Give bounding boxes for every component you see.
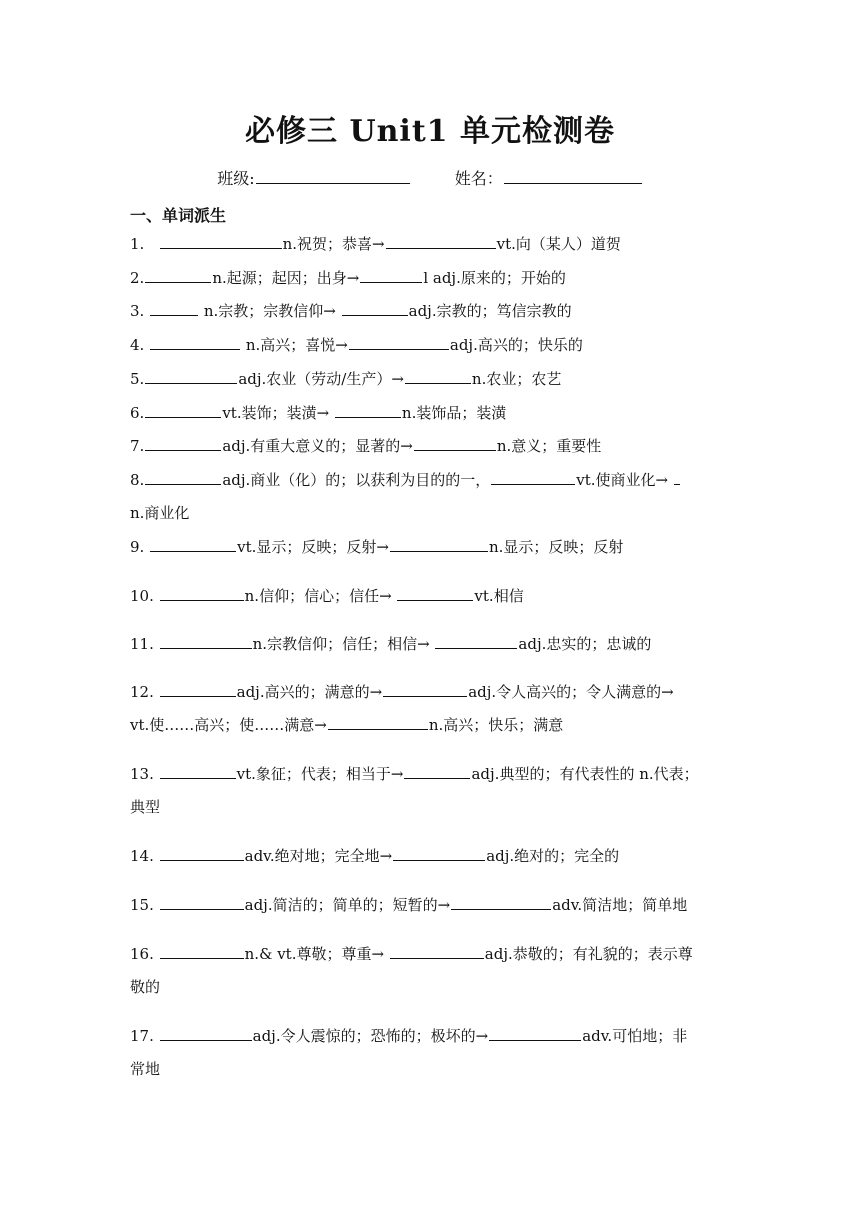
answer-blank[interactable] xyxy=(349,334,449,350)
list-item: 12. adj.高兴的；满意的→ adj.令人高兴的；令人满意的→ vt.使……高兴；使……满意→ n.高兴；快乐；满意 xyxy=(130,683,674,734)
answer-blank[interactable] xyxy=(397,585,473,601)
answer-blank[interactable] xyxy=(489,1025,581,1041)
answer-blank[interactable] xyxy=(160,763,236,779)
list-item: 9. vt.显示；反映；反射→ n.显示；反映；反射 xyxy=(130,538,624,556)
list-item: 16. n.& vt.尊敬；尊重→ adj.恭敬的；有礼貌的；表示尊 敬的 xyxy=(130,945,693,996)
answer-blank[interactable] xyxy=(160,894,244,910)
answer-blank[interactable] xyxy=(451,894,551,910)
answer-blank[interactable] xyxy=(145,267,211,283)
list-item: 10. n.信仰；信心；信任→ vt.相信 xyxy=(130,587,524,605)
name-label: 姓名： xyxy=(454,169,503,188)
list-item: 13. vt.象征；代表；相当于→ adj.典型的；有代表性的 n.代表； 典型 xyxy=(130,765,699,816)
answer-blank[interactable] xyxy=(150,334,240,350)
list-item: 4. n.高兴；喜悦→ adj.高兴的；快乐的 xyxy=(130,336,583,354)
list-item: 15. adj.简洁的；简单的；短暂的→ adv.简洁地；简单地 xyxy=(130,896,688,914)
answer-blank[interactable] xyxy=(390,536,488,552)
list-item: 1. n.祝贺；恭喜→ vt.向（某人）道贺 xyxy=(130,235,621,253)
answer-blank[interactable] xyxy=(674,469,680,485)
page-title: 必修三 Unit1 单元检测卷 xyxy=(245,114,615,149)
answer-blank[interactable] xyxy=(335,402,401,418)
answer-blank[interactable] xyxy=(160,681,236,697)
list-item: 3. n.宗教；宗教信仰→ adj.宗教的；笃信宗教的 xyxy=(130,302,572,320)
answer-blank[interactable] xyxy=(390,943,484,959)
list-item: 2. n.起源；起因；出身→ l adj.原来的；开始的 xyxy=(130,269,566,287)
answer-blank[interactable] xyxy=(360,267,422,283)
section-title: 一、单词派生 xyxy=(130,206,227,225)
answer-blank[interactable] xyxy=(328,714,428,730)
answer-blank[interactable] xyxy=(160,633,252,649)
answer-blank[interactable] xyxy=(145,402,221,418)
answer-blank[interactable] xyxy=(160,845,244,861)
name-blank[interactable] xyxy=(504,168,642,184)
answer-blank[interactable] xyxy=(342,300,408,316)
answer-blank[interactable] xyxy=(414,435,496,451)
answer-blank[interactable] xyxy=(160,585,244,601)
answer-blank[interactable] xyxy=(435,633,517,649)
answer-blank[interactable] xyxy=(160,1025,252,1041)
class-label: 班级: xyxy=(217,169,255,188)
answer-blank[interactable] xyxy=(386,233,496,249)
class-blank[interactable] xyxy=(256,168,410,184)
answer-blank[interactable] xyxy=(405,368,471,384)
list-item: 7. adj.有重大意义的；显著的→ n.意义；重要性 xyxy=(130,437,602,455)
answer-blank[interactable] xyxy=(150,300,198,316)
answer-blank[interactable] xyxy=(393,845,485,861)
list-item: 6. vt.装饰；装潢→ n.装饰品；装潢 xyxy=(130,404,507,422)
answer-blank[interactable] xyxy=(145,469,221,485)
list-item: 5. adj.农业（劳动/生产）→ n.农业；农艺 xyxy=(130,370,562,388)
answer-blank[interactable] xyxy=(150,536,236,552)
answer-blank[interactable] xyxy=(145,435,221,451)
answer-blank[interactable] xyxy=(404,763,470,779)
list-item: 8. adj.商业（化）的；以获利为目的的一， vt.使商业化→ n.商业化 xyxy=(130,464,730,530)
student-info-row xyxy=(0,166,860,189)
answer-blank[interactable] xyxy=(491,469,575,485)
list-item: 17. adj.令人震惊的；恐怖的；极坏的→ adv.可怕地；非 常地 xyxy=(130,1027,688,1078)
list-item: 11. n.宗教信仰；信任；相信→ adj.忠实的；忠诚的 xyxy=(130,635,652,653)
answer-blank[interactable] xyxy=(160,233,282,249)
answer-blank[interactable] xyxy=(160,943,244,959)
answer-blank[interactable] xyxy=(145,368,237,384)
list-item: 14. adv.绝对地；完全地→ adj.绝对的；完全的 xyxy=(130,847,620,865)
answer-blank[interactable] xyxy=(383,681,467,697)
